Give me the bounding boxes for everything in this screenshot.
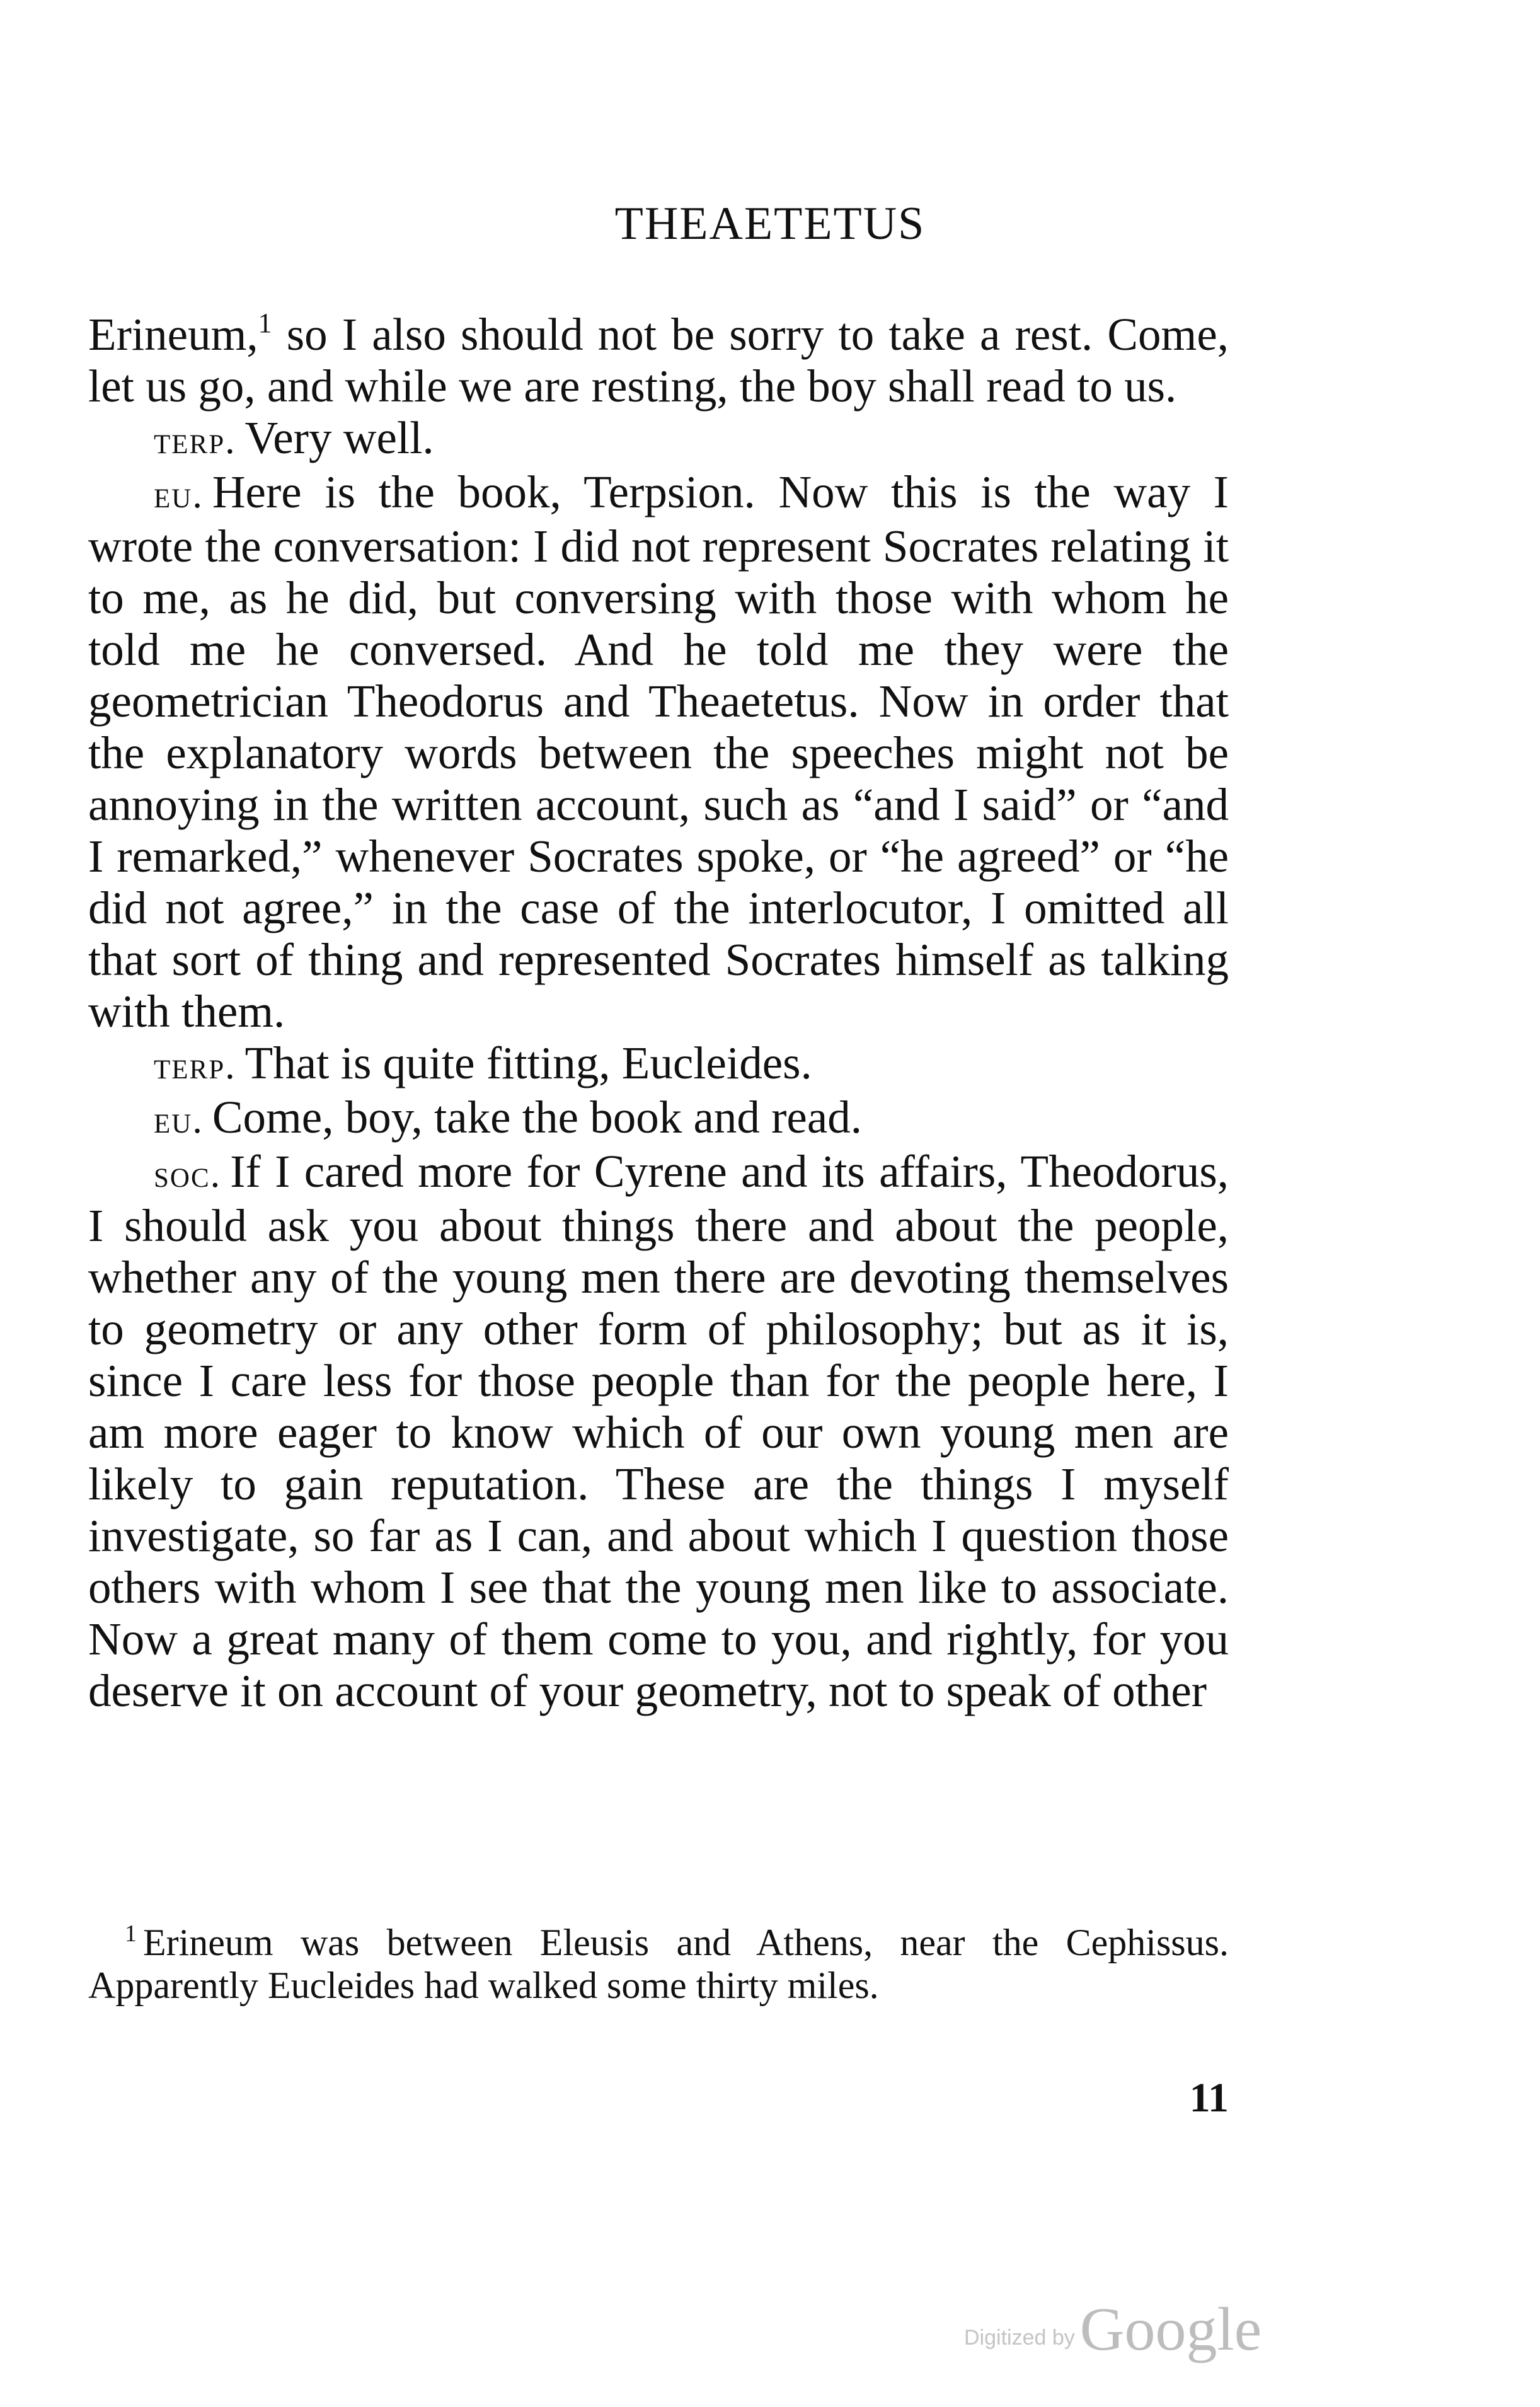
speech-text: That is quite fitting, Eucleides. [244, 1037, 812, 1088]
digitized-prefix: Digitized by [964, 2326, 1075, 2350]
page-number: 11 [1189, 2075, 1229, 2121]
speech-paragraph [88, 1092, 1229, 1146]
speech-paragraph [88, 1146, 1229, 1717]
digitized-watermark [964, 2294, 1261, 2365]
footnote [88, 1921, 1229, 2007]
speech-paragraph [88, 412, 1229, 466]
paragraph-lead-word: Erineum, [88, 309, 258, 360]
speech-text: Very well. [244, 412, 434, 463]
speech-text: Come, boy, take the book and read. [212, 1092, 862, 1143]
footnote-marker: 1 [125, 1920, 137, 1947]
speech-paragraph [88, 466, 1229, 1037]
body-text [88, 309, 1229, 1717]
speaker-label: soc. [154, 1153, 222, 1196]
footnote-text: Erineum was between Eleusis and Athens, near the Cephissus. Apparently Eucleides had walked some thirty miles. [88, 1922, 1229, 2006]
speaker-label: terp. [154, 419, 236, 462]
speech-text: Here is the book, Terpsion. Now this is the way I wrote the conversation: I did not represent Socrates relating it to me, as he did, but conversing with those with whom he told me he conversed. And he told me they were the geometrician Theodorus and Theaetetus. Now in order that the explanatory words between the speeches might not be annoying in the written account, such as “and I said” or “and I remarked,” whenever Socrates spoke, or “he agreed” or “he did not agree,” in the case of the interlocutor, I omitted all that sort of thing and represented Socrates himself as talking with them. [88, 466, 1229, 1037]
footnote-paragraph [88, 1921, 1229, 2007]
paragraph-continuation [88, 309, 1229, 412]
speech-paragraph [88, 1037, 1229, 1092]
speech-text: If I cared more for Cyrene and its affairs, Theodorus, I should ask you about things there and about the people, whether any of the young men there are devoting themselves to geometry or any other form of philosophy; but as it is, since I care less for those people than for the people here, I am more eager to know which of our own young men are likely to gain reputation. These are the things I myself investigate, so far as I can, and about which I question those others with whom I see that the young men like to associate. Now a great many of them come to you, and rightly, for you deserve it on account of your geometry, not to speak of other [88, 1146, 1229, 1716]
footnote-reference: 1 [258, 308, 272, 338]
speaker-label: eu. [154, 473, 204, 516]
paragraph-text: so I also should not be sorry to take a rest. Come, let us go, and while we are resting, the boy shall read to us. [88, 309, 1229, 412]
running-head: THEAETETUS [614, 198, 926, 250]
speaker-label: eu. [154, 1099, 204, 1141]
google-logo: Google [1079, 2295, 1262, 2364]
speaker-label: terp. [154, 1044, 236, 1087]
